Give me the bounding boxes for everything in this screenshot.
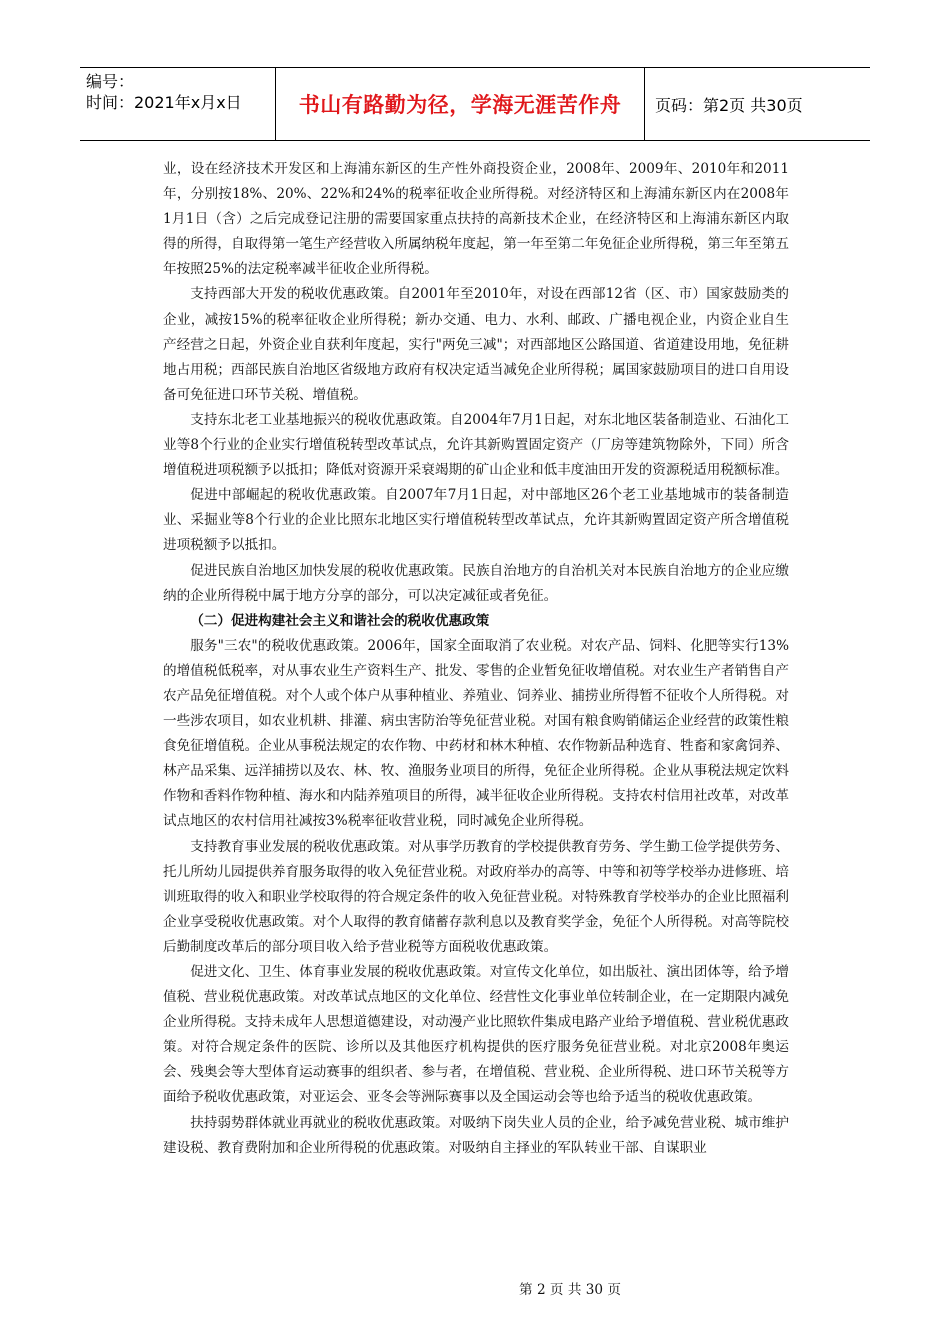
paragraph-education: 支持教育事业发展的税收优惠政策。对从事学历教育的学校提供教育劳务、学生勤工俭学提供劳务、托儿所幼儿园提供养育服务取得的收入免征营业税。对政府举办的高等、中等和初等学校举办进修班、培训班取得的收入和职业学校取得的符合规定条件的收入免征营业税。对特殊教育学校举办的企业比照福利企业享受税收优惠政策。对个人取得的教育储蓄存款利息以及教育奖学金，免征个人所得税。对高等院校后勤制度改革后的部分项目收入给予营业税等方面税收优惠政策。	[163, 838, 789, 955]
paragraph-central-rise: 促进中部崛起的税收优惠政策。自2007年7月1日起，对中部地区26个老工业基地城市的装备制造业、采掘业等8个行业的企业比照东北地区实行增值税转型改革试点，允许其新购置固定资产所含增值税进项税额予以抵扣。	[163, 487, 789, 554]
header-meta	[80, 68, 276, 140]
header-motto: 书山有路勤为径，学海无涯苦作舟	[298, 93, 622, 117]
header-motto-cell	[276, 68, 645, 140]
document-number-label: 编号：	[86, 72, 135, 91]
paragraph-agriculture: 服务"三农"的税收优惠政策。2006年，国家全面取消了农业税。对农产品、饲料、化肥等实行13%的增值税低税率，对从事农业生产资料生产、批发、零售的企业暂免征收增值税。对农业生产者销售自产农产品免征增值税。对个人或个体户从事种植业、养殖业、饲养业、捕捞业所得暂不征收个人所得税。对一些涉农项目，如农业机耕、排灌、病虫害防治等免征营业税。对国有粮食购销储运企业经营的政策性粮食免征增值税。企业从事税法规定的农作物、中药材和林木种植、农作物新品种选育、牲畜和家禽饲养、林产品采集、远洋捕捞以及农、林、牧、渔服务业项目的所得，免征企业所得税。企业从事税法规定饮料作物和香料作物种植、海水和内陆养殖项目的所得，减半征收企业所得税。支持农村信用社改革，对改革试点地区的农村信用社减按3%税率征收营业税，同时减免企业所得税。	[163, 637, 789, 830]
document-time-label: 时间：2021年x月x日	[86, 93, 242, 112]
paragraph-ethnic-autonomy: 促进民族自治地区加快发展的税收优惠政策。民族自治地方的自治机关对本民族自治地方的企业应缴纳的企业所得税中属于地方分享的部分，可以决定减征或者免征。	[163, 562, 789, 604]
paragraph-culture-health-sports: 促进文化、卫生、体育事业发展的税收优惠政策。对宣传文化单位，如出版社、演出团体等，给予增值税、营业税优惠政策。对改革试点地区的文化单位、经营性文化事业单位转制企业，在一定期限内减免企业所得税。支持未成年人思想道德建设，对动漫产业比照软件集成电路产业给予增值税、营业税优惠政策。对符合规定条件的医院、诊所以及其他医疗机构提供的医疗服务免征营业税。对北京2008年奥运会、残奥会等大型体育运动赛事的组织者、参与者，在增值税、营业税、企业所得税、进口环节关税等方面给予税收优惠政策，对亚运会、亚冬会等洲际赛事以及全国运动会等也给予适当的税收优惠政策。	[163, 964, 789, 1106]
paragraph-employment: 扶持弱势群体就业再就业的税收优惠政策。对吸纳下岗失业人员的企业，给予减免营业税、城市维护建设税、教育费附加和企业所得税的优惠政策。对吸纳自主择业的军队转业干部、自谋职业	[163, 1114, 789, 1156]
page-footer: 第 2 页 共 30 页	[519, 1282, 621, 1298]
body-text	[163, 157, 789, 1161]
paragraph-northeast-revitalization: 支持东北老工业基地振兴的税收优惠政策。自2004年7月1日起，对东北地区装备制造业、石油化工业等8个行业的企业实行增值税转型改革试点，允许其新购置固定资产（厂房等建筑物除外，下同）所含增值税进项税额予以抵扣；降低对资源开采衰竭期的矿山企业和低丰度油田开发的资源税适用税额标准。	[163, 411, 789, 479]
page-header	[80, 67, 870, 141]
paragraph-continuation: 业，设在经济技术开发区和上海浦东新区的生产性外商投资企业，2008年、2009年、2010年和2011年，分别按18%、20%、22%和24%的税率征收企业所得税。对经济特区和上海浦东新区内在2008年1月1日（含）之后完成登记注册的需要国家重点扶持的高新技术企业，在经济特区和上海浦东新区内取得的所得，自取得第一笔生产经营收入所属纳税年度起，第一年至第二年免征企业所得税，第三年至第五年按照25%的法定税率减半征收企业所得税。	[163, 161, 789, 278]
header-page-info: 页码：第2页 共30页	[655, 95, 803, 115]
section-heading: （二）促进构建社会主义和谐社会的税收优惠政策	[190, 612, 490, 629]
paragraph-western-development: 支持西部大开发的税收优惠政策。自2001年至2010年，对设在西部12省（区、市）国家鼓励类的企业，减按15%的税率征收企业所得税；新办交通、电力、水利、邮政、广播电视企业，内资企业自生产经营之日起，外资企业自获利年度起，实行"两免三减"；对西部地区公路国道、省道建设用地，免征耕地占用税；西部民族自治地区省级地方政府有权决定适当减免企业所得税；属国家鼓励项目的进口自用设备可免征进口环节关税、增值税。	[163, 286, 789, 403]
